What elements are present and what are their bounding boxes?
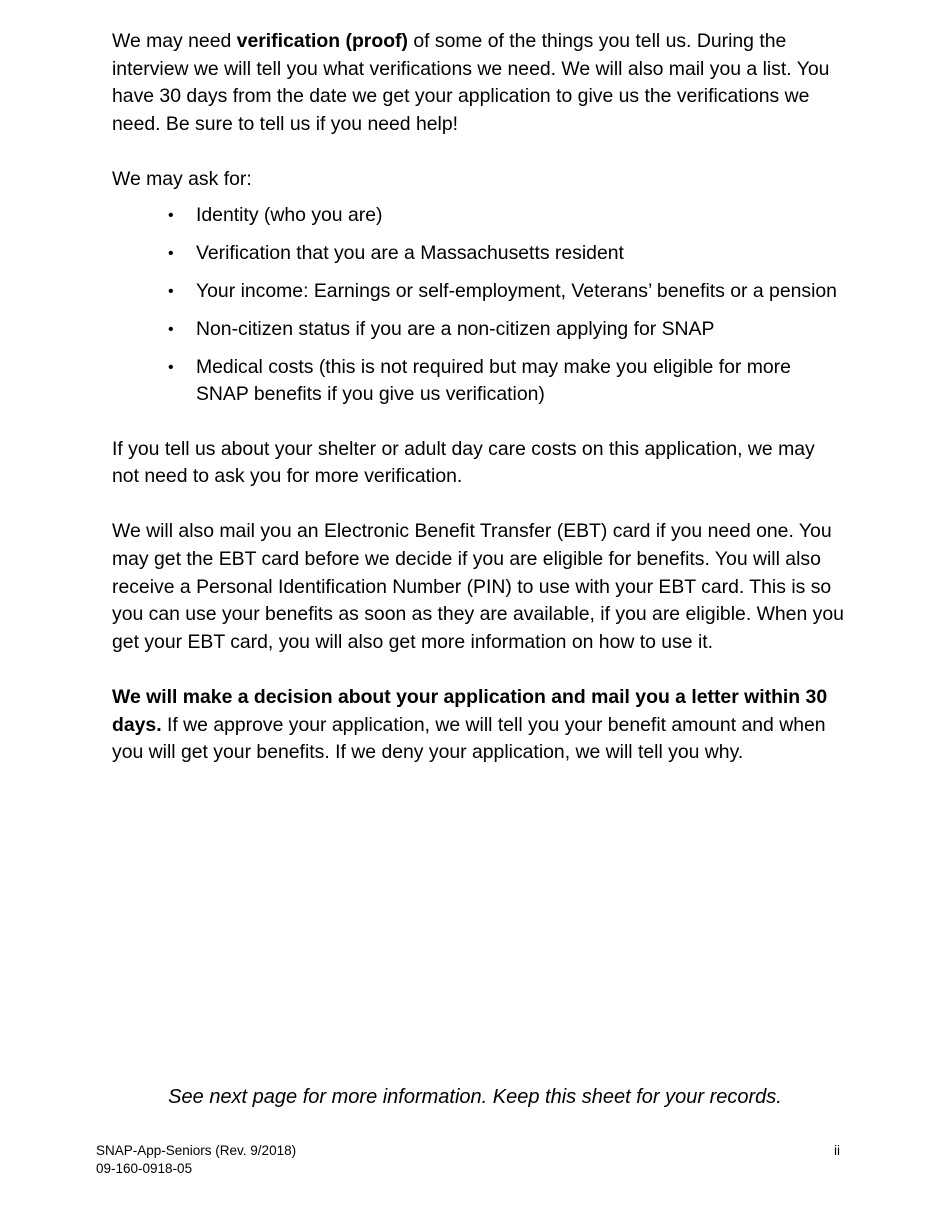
list-item-text: Medical costs (this is not required but may make you eligible for more SNAP benefits if you give us verification) <box>196 355 791 406</box>
list-item-text: Your income: Earnings or self-employment, Veterans’ benefits or a pension <box>196 279 837 302</box>
ebt-paragraph: We will also mail you an Electronic Benefit Transfer (EBT) card if you need one. You may get the EBT card before we decide if you are eligible for benefits. You will also receive a Personal Identification Number (PIN) to use with your EBT card. This is so you can use your benefits as soon as they are available, if you are eligible. When you get your EBT card, you will also get more information on how to use it. <box>112 520 844 653</box>
decision-bold: We will make a decision about your application and mail you a letter within 30 days. <box>112 686 828 736</box>
verification-intro-lead: We may need <box>112 30 237 52</box>
list-item <box>112 354 844 409</box>
list-item <box>112 316 844 344</box>
list-item <box>112 240 844 268</box>
decision-paragraph <box>112 684 844 767</box>
form-number: 09-160-0918-05 <box>96 1161 193 1176</box>
footer-note: See next page for more information. Keep this sheet for your records. <box>168 1086 782 1108</box>
decision-rest: If we approve your application, we will tell you your benefit amount and when you will get your benefits. If we deny your application, we will tell you why. <box>112 713 826 764</box>
list-item <box>112 202 844 230</box>
form-name: SNAP-App-Seniors (Rev. 9/2018) <box>96 1143 297 1158</box>
page-number: ii <box>834 1143 840 1158</box>
bullet-icon: • <box>168 320 174 338</box>
form-identifier <box>96 1142 296 1178</box>
shelter-paragraph: If you tell us about your shelter or adult day care costs on this application, we may not need to ask you for more verification. <box>112 437 815 488</box>
verification-intro-paragraph <box>112 28 844 138</box>
bullet-icon: • <box>168 244 174 262</box>
list-item-text: Identity (who you are) <box>196 203 383 226</box>
list-item-text: Verification that you are a Massachusetts resident <box>196 241 624 264</box>
bullet-icon: • <box>168 206 174 224</box>
bullet-icon: • <box>168 358 174 376</box>
verification-intro-rest: of some of the things you tell us. During the interview we will tell you what verifications we need. We will also mail you a list. You have 30 days from the date we get your application to give us the verifications we need. Be sure to tell us if you need help! <box>112 30 830 135</box>
list-item <box>112 278 844 306</box>
page-content <box>112 28 844 794</box>
ask-intro: We may ask for: <box>112 167 252 190</box>
verification-list <box>112 202 844 409</box>
bullet-icon: • <box>168 282 174 300</box>
list-item-text: Non-citizen status if you are a non-citizen applying for SNAP <box>196 317 715 340</box>
verification-intro-bold: verification (proof) <box>236 30 408 52</box>
